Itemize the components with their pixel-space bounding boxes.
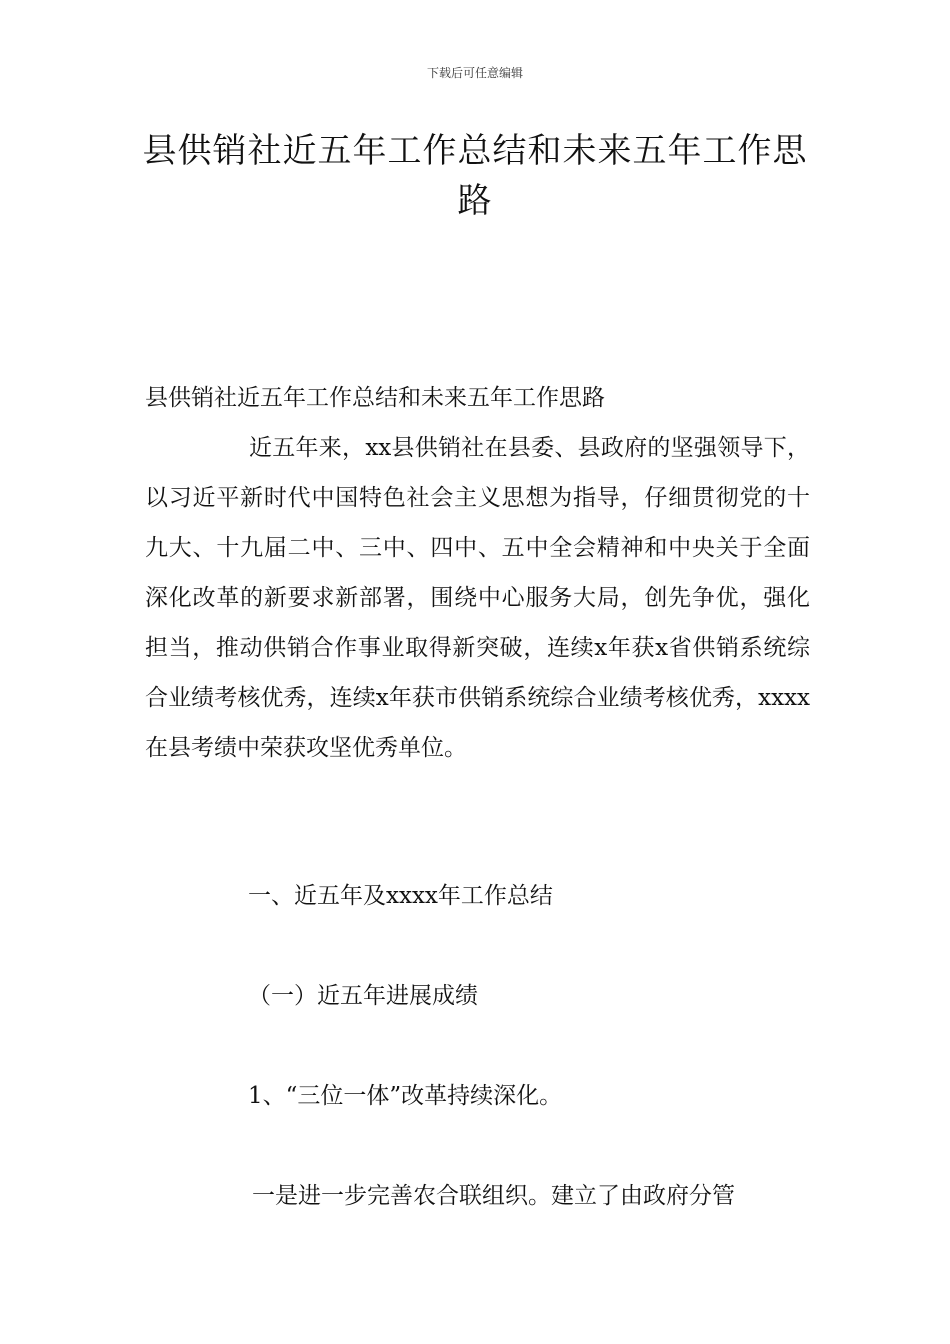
- item-paragraph: 一是进一步完善农合联组织。建立了由政府分管: [252, 1183, 735, 1209]
- intro-paragraph: 近五年来，xx县供销社在县委、县政府的坚强领导下，以习近平新时代中国特色社会主义思想为指导，仔细贯彻党的十九大、十九届二中、三中、四中、五中全会精神和中央关于全面深化改革的新要求新部署，围绕中心服务大局，创先争优，强化担当，推动供销合作事业取得新突破，连续x年获x省供销系统综合业绩考核优秀，连续x年获市供销系统综合业绩考核优秀，xxxx在县考绩中荣获攻坚优秀单位。: [145, 435, 810, 761]
- section-heading: 一、近五年及xxxx年工作总结: [248, 883, 553, 909]
- subtitle-line: 县供销社近五年工作总结和未来五年工作思路: [145, 385, 605, 411]
- document-title: 县供销社近五年工作总结和未来五年工作思路: [142, 131, 808, 221]
- item-heading: 1、“三位一体”改革持续深化。: [248, 1083, 563, 1109]
- subsection-heading: （一）近五年进展成绩: [248, 983, 478, 1009]
- header-note: 下载后可任意编辑: [426, 66, 523, 80]
